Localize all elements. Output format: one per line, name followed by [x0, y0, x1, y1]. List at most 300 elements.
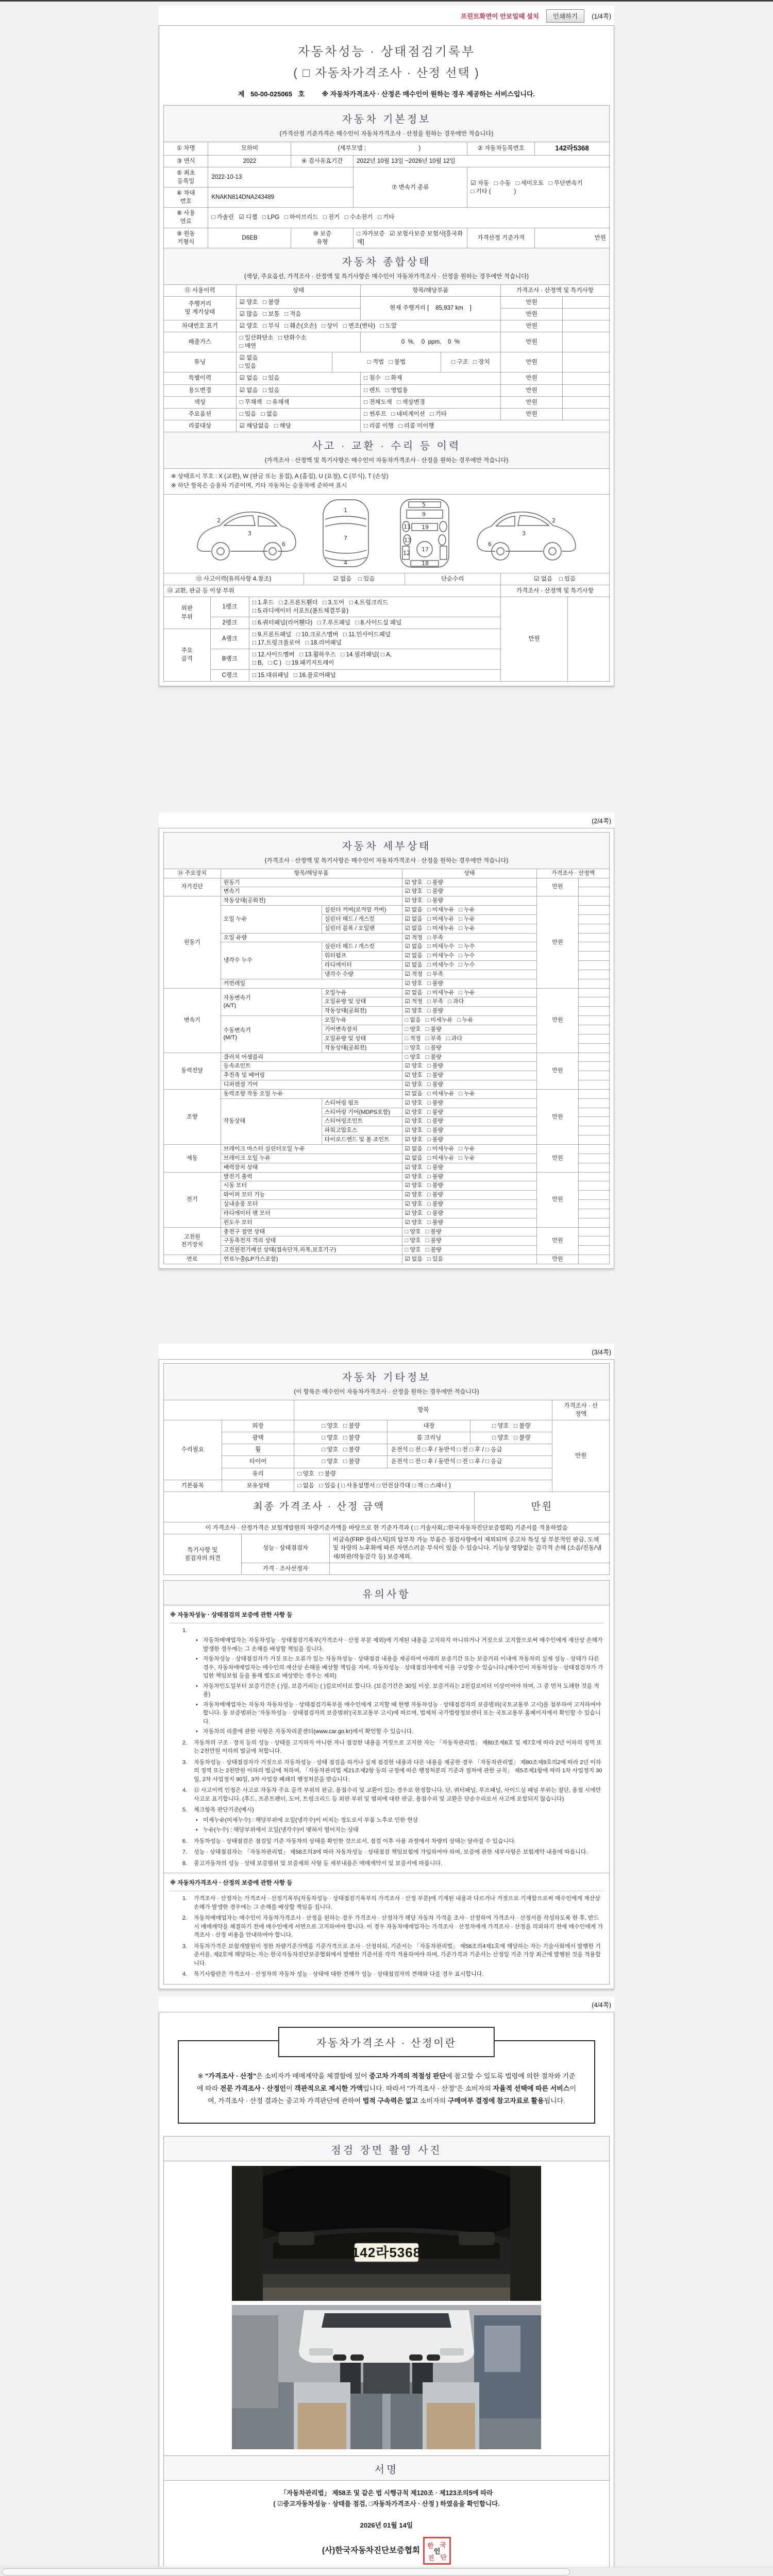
- row-label: 타이어: [222, 1456, 294, 1468]
- row-label: 보유상태: [222, 1480, 294, 1492]
- row-label: ⑫ 사고이력(유의사항 4.참조): [164, 573, 304, 585]
- table-cell: □ 9.프론트패널 □ 10.크로스멤버 □ 11.인사이드패널 □ 17.트렁크플로어 □ 18.리어패널: [249, 629, 500, 649]
- page-indicator-4: (4/4쪽): [592, 2001, 611, 2009]
- section-title: 유의사항: [362, 1588, 411, 1600]
- diagram-label: 2: [552, 517, 556, 524]
- table-cell: ☑ 양호 □ 불량: [402, 1007, 537, 1016]
- table-cell: 0 %, 0 ppm, 0 %: [361, 332, 501, 352]
- table-cell: □ 적법 □ 불법: [332, 352, 441, 372]
- table-cell: 고전원전기배선 상태(접속단자,피복,보호기구): [221, 1246, 402, 1255]
- table-cell: [164, 1400, 294, 1420]
- row-label: 동력전달: [164, 1053, 221, 1089]
- table-cell: KNAKN814DNA243489: [208, 188, 354, 208]
- table-cell: ☑ 적정 □ 부족 □ 과다: [402, 997, 537, 1007]
- table-cell: [578, 1062, 609, 1071]
- row-label: 수리필요: [164, 1420, 222, 1480]
- table-cell: 만원: [500, 372, 563, 384]
- table-cell: 작동상태(공회전): [322, 1043, 402, 1053]
- definition-text-segment: 됩니다.: [544, 2096, 565, 2105]
- inspection-photos: [163, 2161, 610, 2456]
- table-cell: □ 구조 □ 장치: [441, 352, 501, 372]
- row-label: 가격조사 · 산 정액: [552, 1400, 610, 1420]
- table-cell: ☑ 없음 □ 미세누유 □ 누유: [402, 1089, 537, 1098]
- table-cell: 타이로드엔드 및 볼 죠인트: [322, 1136, 402, 1145]
- table-cell: 만원: [537, 1089, 578, 1144]
- table-cell: 실린더 헤드 / 개스킷: [322, 914, 402, 924]
- table-cell: ☑ 양호 □ 부식 □ 훼손(오손) □ 상이 □ 변조(변타) □ 도말: [236, 320, 500, 332]
- doc-no-prefix: 제: [238, 90, 245, 98]
- table-cell: 오일누유: [322, 988, 402, 997]
- table-cell: 만원: [537, 1053, 578, 1089]
- document-number-line: [163, 89, 610, 98]
- row-label: 변속기: [164, 988, 221, 1053]
- table-cell: 브레이크 마스터 실린더오일 누유: [221, 1144, 402, 1154]
- table-cell: ☑ 양호 □ 불량: [402, 1163, 537, 1172]
- note-line: ※ 상태표시 부호 : X (교환), W (판금 또는 용접), A (흠집), U (요철), C (부식), T (손상): [171, 473, 389, 480]
- row-label: 튜닝: [164, 352, 237, 372]
- row-label: 가격조사 · 산정액 및 특기사항: [500, 585, 609, 597]
- row-label: 단순수리: [405, 573, 500, 585]
- table-cell: [563, 320, 610, 332]
- table-cell: 현재 주행거리 [ 85,937 km ]: [361, 296, 501, 320]
- table-cell: □ 적정 □ 부족 □ 과다: [402, 1034, 537, 1043]
- table-cell: 만원: [500, 332, 563, 352]
- table-cell: ☑ 없음 □ 미세누수 □ 누수: [402, 942, 537, 952]
- row-label: 1랭크: [210, 597, 249, 617]
- row-label: 리콜대상: [164, 420, 237, 432]
- definition-text-segment: 에 참고할 수 있도록 법령에 의한 절차와 기준에 따라: [197, 2072, 576, 2092]
- table-cell: 이 가격조사 · 산정가격은 보험개발원의 차량기준가액을 바탕으로 한 기준가격과 ( □ 기술사회,□한국자동차진단보증협회) 기준서를 적용하였음: [164, 1522, 610, 1534]
- row-label: 특기사항 및 점검자의 의견: [164, 1534, 242, 1574]
- table-cell: ☑ 없음 □ 있음: [304, 573, 405, 585]
- table-cell: 기어변속장치: [322, 1025, 402, 1035]
- row-label: 상태: [402, 869, 537, 878]
- section-title: 점검 장면 촬영 사진: [331, 2144, 442, 2156]
- table-cell: 윈도우 모터: [221, 1218, 402, 1227]
- table-cell: [578, 1016, 609, 1025]
- notice-item: 6. 자동차성능 · 상태점검은 점검일 기준 자동차의 상태를 확인한 것으로서, 점검 이후 사용 과정에서 차량의 상태는 달라질 수 있습니다.: [182, 1838, 516, 1844]
- table-cell: ☑ 양호 □ 불량: [402, 979, 537, 988]
- table-cell: □ 양호 □ 불량: [294, 1420, 388, 1432]
- diagram-label: 5: [422, 501, 426, 508]
- table-cell: [578, 1034, 609, 1043]
- table-cell: ☑ 없음 □ 미세누유 □ 누유: [402, 924, 537, 933]
- row-label: 주요 골격: [164, 629, 211, 681]
- diagram-label: 3: [248, 530, 251, 537]
- table-cell: 스티어링 펌프: [322, 1098, 402, 1108]
- row-label: 특별이력: [164, 372, 237, 384]
- table-cell: □ 자가보증 ☑ 보험사보증 보험사[흥국화재]: [354, 228, 467, 248]
- row-label: ⑦ 변속기 종류: [354, 167, 467, 207]
- table-cell: [578, 906, 609, 915]
- section-notice: [163, 1580, 610, 1605]
- print-button[interactable]: 인쇄하기: [546, 9, 584, 23]
- diagram-label: 11: [404, 523, 411, 530]
- table-cell: ☑ 없음 □ 있음: [236, 384, 360, 396]
- notice-item: 4. ⑫ 사고이력 인정은 사고로 자동차 주요 골격 부위의 판금, 용접수리 및 교환이 있는 경우로 한정합니다. 단, 쿼터패널, 루프패널, 사이드실 패널 부위는 절단, 용접 시에만 사고로 표기합니다. (후드, 프론트펜더, 도어, 트렁크리드 등 외판 부위 및 범퍼에 대한 판금, 용접수리 및 교환은 단순수리로서 사고에 포함되지 않습니다): [182, 1787, 601, 1802]
- notice-item: 1.: [182, 1627, 188, 1634]
- table-cell: ☑ 양호 □ 불량: [402, 1062, 537, 1071]
- row-label: 휠: [222, 1444, 294, 1456]
- table-cell: 비금속(FRP 플라스틱)의 탈부착 가능 부품은 점검사항에서 제외되며 중고차 특성 상 부분적인 판금, 도색 및 차량의 노후화에 따른 자연스러운 부식이 있을 수 있습니다. 기능상 영향없는 감각적 손해 (소음/진동/냄새/외관/작동감각 등) 보증제외.: [329, 1534, 609, 1563]
- page-2: [159, 828, 614, 1269]
- table-cell: 라디에이터: [322, 961, 402, 970]
- row-label: 내장: [388, 1420, 470, 1432]
- notice-sub-item: • 미세누유(미세누수) : 해당부위에 오일(냉각수)이 비치는 정도로서 부품 노후로 인한 현상: [196, 1817, 418, 1823]
- diagram-label: 7: [344, 534, 347, 541]
- section-subtitle: (색상, 주요옵션, 가격조사 · 산정액 및 특기사항은 매수인이 자동차가격조사 · 산정을 원하는 경우에만 적습니다): [244, 273, 529, 280]
- table-cell: 클러치 어셈블리: [221, 1053, 402, 1062]
- table-cell: 실린더 블록 / 오일팬: [322, 924, 402, 933]
- table-cell: 2022-10-13: [208, 167, 354, 187]
- row-label: ③ 연식: [164, 155, 208, 167]
- table-cell: [578, 997, 609, 1007]
- row-label: ⑪ 사용이력: [164, 284, 237, 296]
- price-basis-table: [163, 1522, 610, 1534]
- table-cell: ☑ 양호 □ 불량: [402, 887, 537, 896]
- table-cell: ☑ 양호 □ 불량: [402, 1218, 537, 1227]
- table-cell: [578, 1246, 609, 1255]
- overall-condition-table: [163, 284, 610, 432]
- table-cell: 시동 모터: [221, 1181, 402, 1191]
- table-cell: ☑ 양호 □ 불량: [402, 1098, 537, 1108]
- definition-text-segment: 자율적 선택에 따른 서비스: [493, 2084, 570, 2092]
- table-cell: □ 양호 □ 불량: [402, 1043, 537, 1053]
- table-cell: 수동변속기 (M/T): [221, 1016, 322, 1053]
- row-label: 전기: [164, 1172, 221, 1227]
- table-cell: 만원: [500, 352, 563, 372]
- horizontal-scrollbar-thumb[interactable]: [2, 2568, 570, 2575]
- organization-seal: 인 한 국 진 단: [423, 2537, 451, 2565]
- table-cell: □ 양호 □ 불량: [294, 1468, 552, 1480]
- table-cell: 실린더 헤드 / 개스킷: [322, 942, 402, 952]
- table-cell: 만원: [500, 408, 563, 420]
- row-label: 용도변경: [164, 384, 237, 396]
- table-cell: [578, 970, 609, 979]
- photo-rear-on-lift: [232, 2305, 541, 2449]
- table-cell: 만원: [552, 1420, 610, 1492]
- horizontal-scrollbar-track[interactable]: [0, 2567, 773, 2576]
- table-cell: □ 양호 □ 불량: [294, 1432, 388, 1444]
- table-cell: [578, 1080, 609, 1090]
- table-cell: 작동상태(공회전): [221, 896, 402, 906]
- row-label: 광택: [222, 1432, 294, 1444]
- table-cell: 가격산정 기준가격: [467, 228, 535, 248]
- vehicle-diagram: [163, 494, 610, 573]
- table-cell: [578, 1209, 609, 1218]
- signature-organization: (사)한국자동차진단보증협회 인 한 국 진 단: [169, 2537, 604, 2565]
- table-cell: [578, 952, 609, 961]
- table-cell: ☑ 양호 □ 불량: [402, 1191, 537, 1200]
- table-cell: 만원: [500, 308, 563, 320]
- table-cell: □ 양호 □ 불량: [470, 1432, 552, 1444]
- car-underbody-diagram: [393, 497, 456, 570]
- table-cell: 변속기: [221, 887, 402, 896]
- row-label: 색상: [164, 396, 237, 408]
- notice-item: 8. 중고자동차의 성능 · 상태 보증범위 및 보증제외 사항 등 세부내용은 매매계약서 및 보증서에 따릅니다.: [182, 1860, 443, 1867]
- row-label: 차대번호 표기: [164, 320, 237, 332]
- final-price-table: [163, 1492, 610, 1523]
- table-cell: 연료누출(LP가스포함): [221, 1255, 402, 1264]
- table-cell: 2022: [208, 155, 291, 167]
- table-cell: [578, 1227, 609, 1236]
- table-cell: [578, 924, 609, 933]
- notice-sub-item: • 자동차의 리콜에 관한 사항은 자동차리콜센터(www.car.go.kr)에서 확인할 수 있습니다.: [196, 1728, 414, 1735]
- table-cell: 만원: [537, 988, 578, 1053]
- table-cell: □ 가솔린 ☑ 디젤 □ LPG □ 하이브리드 □ 전기 □ 수소전기 □ 기타: [208, 208, 610, 228]
- basic-info-table: [163, 142, 610, 248]
- page-strip-3: [159, 1344, 614, 1359]
- table-cell: ☑ 양호 □ 불량: [402, 1108, 537, 1117]
- page-indicator-2: (2/4쪽): [592, 817, 611, 825]
- table-cell: (세부모델 : ): [291, 142, 467, 156]
- table-cell: ☑ 양호 □ 불량: [402, 1181, 537, 1191]
- section-signature: [163, 2455, 610, 2481]
- notice-sub-item: • 자동차성능 · 상태점검자가 거짓 또는 오류가 있는 자동차성능 · 상태점검 내용을 제공하여 아래의 보증기간 또는 보증거리 이내에 자동차의 실제 성능 · 상태가 다른 경우, 자동차매매업자는 매수인의 재산상 손해를 배상할 책임을 지며, 자동차성능 · 상태점검자에게 이를 구상할 수 있습니다.(매수인이 자동차성능 · 상태점검자가 가입한 책임보험 등을 통해 별도로 배상받는 경우는 제외): [196, 1656, 603, 1680]
- doc-no-note: ※ 자동차가격조사 · 산정은 매수인이 원하는 경우 제공하는 서비스입니다.: [322, 90, 535, 98]
- table-cell: ☑ 없음 □ 미세누유 □ 누유: [402, 988, 537, 997]
- table-cell: ☑ 많음 □ 보통 □ 적음: [236, 308, 360, 320]
- table-cell: [578, 1236, 609, 1246]
- definition-text-segment: 이며, 가격조사 · 산정 결과는 중고차 가격판단에 관하여: [208, 2084, 576, 2105]
- table-cell: □ 침수 □ 화재: [361, 372, 501, 384]
- table-cell: □ 15.대쉬패널 □ 16.플로어패널: [249, 669, 500, 681]
- row-label: ④ 검사유효기간: [291, 155, 354, 167]
- notice-title: ※ 자동차가격조사 · 산정의 보증에 관한 사항 등: [169, 1877, 604, 1891]
- table-cell: □ 1.후드 □ 2.프론트휀더 □ 3.도어 □ 4.트렁크리드 □ 5.라디에이터 서포트(볼트체결부품): [249, 597, 500, 617]
- table-cell: 142라5368: [535, 142, 610, 156]
- detail-condition-table: [163, 869, 610, 1264]
- section-basic-info: [163, 105, 610, 142]
- page-1: [159, 25, 614, 686]
- row-label: 자기진단: [164, 878, 221, 896]
- table-cell: ☑ 양호 □ 불량: [402, 878, 537, 887]
- row-label: 성능 · 상태점검자: [241, 1534, 329, 1563]
- section-detail-condition: [163, 832, 610, 869]
- document-title-block: [163, 30, 610, 106]
- table-cell: [578, 942, 609, 952]
- table-cell: ☑ 양호 □ 불량: [402, 1172, 537, 1181]
- page-3: [159, 1359, 614, 1989]
- row-label: 연료: [164, 1255, 221, 1264]
- table-cell: [563, 352, 610, 372]
- table-cell: [578, 1126, 609, 1136]
- section-title: 자동차 기본정보: [342, 114, 431, 125]
- table-cell: □ 양호 □ 불량: [294, 1444, 388, 1456]
- table-cell: [578, 979, 609, 988]
- table-cell: 구동축전지 격리 상태: [221, 1236, 402, 1246]
- row-label: C랭크: [210, 669, 249, 681]
- table-cell: 파워고압호스: [322, 1126, 402, 1136]
- row-label: 고전원 전기장치: [164, 1227, 221, 1255]
- notice-item: 2. 자동차매매업자는 매수인이 자동차가격조사 · 산정을 원하는 경우 가격조사 · 산정자가 해당 자동차 가격을 조사 · 산정하여 가격조사 · 산정서를 작성하도록 한 후, 반드시 매매계약을 체결하기 전에 매수인에게 서면으로 고지하여야 합니다. 이 경우 자동차매매업자는 가격조사 · 산정자에게 가격조사 · 산정을 의뢰하기 전에 매수인에게 가격조사 · 산정 비용을 안내하여야 합니다.: [182, 1915, 603, 1939]
- diagram-label: 4: [344, 559, 347, 566]
- table-cell: [568, 597, 610, 681]
- table-cell: 원동기: [221, 878, 402, 887]
- table-cell: 워터펌프: [322, 952, 402, 961]
- table-cell: 만원: [500, 384, 563, 396]
- row-label: 원동기: [164, 896, 221, 988]
- row-label: ⑤ 최초 등록일: [164, 167, 208, 187]
- table-cell: [563, 332, 610, 352]
- table-cell: 발전기 출력: [221, 1172, 402, 1181]
- table-cell: 만원: [537, 1172, 578, 1227]
- table-cell: [578, 1163, 609, 1172]
- diagram-label: 1: [344, 506, 347, 514]
- table-cell: □ 양호 □ 불량: [402, 1236, 537, 1246]
- table-cell: ☑ 양호 □ 불량: [402, 1080, 537, 1090]
- table-cell: □ 전체도색 □ 색상변경: [361, 396, 501, 408]
- section-subtitle: (이 항목은 매수인이 자동차가격조사 · 산정을 원하는 경우에만 적습니다): [294, 1388, 479, 1395]
- table-cell: [578, 914, 609, 924]
- table-cell: [563, 296, 610, 308]
- row-label: 가격조사 · 산정액: [537, 869, 610, 878]
- table-cell: ☑ 없음 □ 미세누수 □ 누수: [402, 961, 537, 970]
- table-cell: ⑬ 교환, 판금 등 이상 부위: [164, 585, 501, 597]
- document-title: 자동차성능 · 상태점검기록부: [297, 45, 476, 59]
- table-cell: □ 일산화탄소 □ 탄화수소 □ 매연: [236, 332, 360, 352]
- table-cell: ☑ 없음 □ 미세누유 □ 누유: [402, 1154, 537, 1163]
- table-cell: □ 없음 □ 미세누유 □ 누유: [402, 1016, 537, 1025]
- section-title: 자동차 종합상태: [342, 256, 431, 268]
- table-cell: [578, 1200, 609, 1209]
- table-cell: 추진축 및 베어링: [221, 1071, 402, 1080]
- table-cell: [563, 372, 610, 384]
- table-cell: [578, 1117, 609, 1126]
- document-subtitle: ( □ 자동차가격조사 · 산정 선택 ): [293, 66, 480, 79]
- table-cell: 오일 누유: [221, 906, 322, 934]
- print-help-link[interactable]: 프린트화면이 안보일때 설치: [461, 13, 539, 20]
- definition-text-segment: ※: [197, 2072, 205, 2080]
- table-cell: 스티어링조인트: [322, 1117, 402, 1126]
- table-cell: [563, 408, 610, 420]
- diagram-label: 9: [422, 511, 426, 518]
- print-toolbar: [159, 6, 614, 25]
- table-cell: 배력장치 상태: [221, 1163, 402, 1172]
- table-cell: [563, 396, 610, 408]
- diagram-label: 13: [404, 536, 411, 544]
- page-indicator-3: (3/4쪽): [592, 1348, 611, 1356]
- car-side-left-diagram: [190, 497, 298, 570]
- table-cell: □ 12.사이드멤버 □ 13.휠하우스 □ 14.필러패널( □ A, □ B, □ C ) □ 19.패키지트레이: [249, 649, 500, 669]
- table-cell: 만원: [535, 228, 610, 248]
- table-cell: [578, 1043, 609, 1053]
- table-cell: ☑ 없음 □ 있음: [402, 1255, 537, 1264]
- row-label: 조향: [164, 1089, 221, 1144]
- table-cell: 운전석 □ 전 □ 후 / 동반석 □ 전 □ 후 / □ 응급: [388, 1456, 552, 1468]
- page-strip-4: [159, 1996, 614, 2012]
- table-cell: ☑ 없음 □ 미세누유 □ 누유: [402, 906, 537, 915]
- notice-title: ※ 자동차성능 · 상태점검의 보증에 관한 사항 등: [169, 1609, 604, 1623]
- table-cell: [578, 1136, 609, 1145]
- section-overall-condition: [163, 248, 610, 285]
- row-label: A랭크: [210, 629, 249, 649]
- table-cell: [563, 308, 610, 320]
- state-code-notes: [163, 468, 610, 495]
- table-cell: □ 양호 □ 불량: [294, 1456, 388, 1468]
- table-cell: 동력조향 작동 오일 누유: [221, 1089, 402, 1098]
- table-cell: ☑ 없음 □ 미세누유 □ 누유: [402, 1144, 537, 1154]
- diagram-label: 18: [422, 560, 429, 567]
- row-label: 가격조사 · 산정액 및 특기사항: [500, 284, 609, 296]
- row-label: 제동: [164, 1144, 221, 1172]
- table-cell: 오일 유량: [221, 933, 402, 942]
- table-cell: [578, 1218, 609, 1227]
- table-cell: ☑ 없음 □ 있음: [236, 372, 360, 384]
- table-cell: ☑ 자동 □ 수동 □ 세미오토 □ 무단변속기 □ 기타 ( ): [467, 167, 610, 207]
- table-cell: ☑ 적정 □ 부족: [402, 970, 537, 979]
- notice-item: 3. 자동차가격은 보험개발원이 정한 차량기준가액을 기준가격으로 조사 · 산정하되, 기준서는 「자동차관리법」 제58조의4제1호에 해당하는 자는 기술사회에서 발행한 기준서를, 제2호에 해당하는 자는 한국자동차진단보증협회에서 발행한 기준서를 각각 적용하여야 하며, 기준가격과 기준서는 산정일 기준 가장 최근에 발행된 것을 적용합니다.: [182, 1943, 601, 1967]
- section-title: 자동차 세부상태: [342, 840, 431, 852]
- notice-item: 7. 성능 · 상태점검자는 「자동차관리법」 제58조의3에 따라 자동차성능 · 상태점검 책임보험에 가입하여야 하며, 보증에 관한 세부사항은 보험계약 내용에 따릅니다.: [182, 1849, 588, 1856]
- definition-text-segment: 구매여부 결정에 참고자료로 활용: [447, 2096, 544, 2105]
- row-label: 유리: [222, 1468, 294, 1480]
- doc-no-suffix: 호: [298, 90, 305, 98]
- table-cell: □ 있음 □ 없음: [236, 408, 360, 420]
- doc-no: 50-00-025065: [250, 90, 293, 98]
- diagram-label: 3: [522, 530, 526, 537]
- table-cell: [578, 896, 609, 906]
- table-cell: ☑ 없음 □ 미세누유 □ 누유: [402, 914, 537, 924]
- section-accident-history: [163, 432, 610, 469]
- table-cell: 만원: [537, 1227, 578, 1255]
- note-line: ※ 하단 항목은 승용차 기준이며, 기타 자동차는 승용차에 준하여 표시: [171, 483, 347, 489]
- definition-text-segment: 중고차 가격의 적절성 판단: [369, 2072, 446, 2080]
- table-cell: ☑ 양호 □ 불량: [402, 1071, 537, 1080]
- table-cell: [578, 1172, 609, 1181]
- notice-item: 2. 자동차의 구조 · 장치 등의 성능 · 상태를 고지하지 아니한 자나 점검한 내용을 거짓으로 고지한 자는 「자동차관리법」 제80조제6호 및 제7호에 따라 2년 이하의 징역 또는 2천만원 이하의 벌금에 처합니다.: [182, 1739, 602, 1755]
- table-cell: 모하비: [208, 142, 291, 156]
- license-plate-text: 142라5368: [351, 2244, 422, 2260]
- table-cell: □ 썬루프 □ 네비게이션 □ 기타: [361, 408, 501, 420]
- row-label: 가격 · 조사산정자: [241, 1563, 329, 1574]
- section-subtitle: (가격산정 기준가격은 매수인이 자동차가격조사 · 산정을 원하는 경우에만 적습니다): [279, 131, 494, 137]
- table-cell: 등속죠인트: [221, 1062, 402, 1071]
- table-cell: 최종 가격조사 · 산정 금액: [164, 1492, 475, 1522]
- section-etc-info: [163, 1363, 610, 1400]
- row-label: ⑨ 원동 기형식: [164, 228, 208, 248]
- table-cell: ☑ 양호 □ 불량: [402, 1200, 537, 1209]
- table-cell: 와이퍼 모터 기능: [221, 1191, 402, 1200]
- table-cell: ☑ 없음 □ 있음: [500, 573, 609, 585]
- table-cell: [578, 1098, 609, 1108]
- table-cell: [578, 1255, 609, 1264]
- diagram-label: 2: [217, 517, 221, 524]
- section-subtitle: (가격조사 · 산정액 및 특기사항은 매수인이 자동차가격조사 · 산정을 원하는 경우에만 적습니다): [264, 457, 509, 464]
- row-label: 기본품목: [164, 1480, 222, 1492]
- notice-item: 4. 특기사항란은 가격조사 · 산정자의 자동차 성능 · 상태에 대한 견해가 성능 · 상태점검자의 견해와 다를 경우 표시합니다.: [182, 1971, 484, 1978]
- table-cell: ☑ 적정 □ 부족: [402, 933, 537, 942]
- table-cell: □ 렌트 □ 영업용: [361, 384, 501, 396]
- inspector-opinion-table: [163, 1534, 610, 1574]
- definition-text-segment: 이: [286, 2084, 295, 2092]
- table-cell: [578, 1191, 609, 1200]
- table-cell: 만원: [537, 878, 578, 896]
- car-side-right-diagram: [475, 497, 583, 570]
- notice-block-performance: [163, 1605, 610, 1874]
- photo-front-underside: [232, 2166, 541, 2301]
- definition-text-segment: 전문 가격조사 · 산정인: [220, 2084, 287, 2092]
- row-label: 외판 부위: [164, 597, 211, 629]
- table-cell: 만원: [500, 296, 563, 308]
- table-cell: □ 양호 □ 불량: [402, 1025, 537, 1035]
- page-strip-2: [159, 812, 614, 828]
- table-cell: [578, 1071, 609, 1080]
- table-cell: □ 무채색 □ 유채색: [236, 396, 360, 408]
- table-cell: [578, 1053, 609, 1062]
- row-label: B랭크: [210, 649, 249, 669]
- table-cell: 2022년 10월 13일 ~2026년 10월 12일: [354, 155, 610, 167]
